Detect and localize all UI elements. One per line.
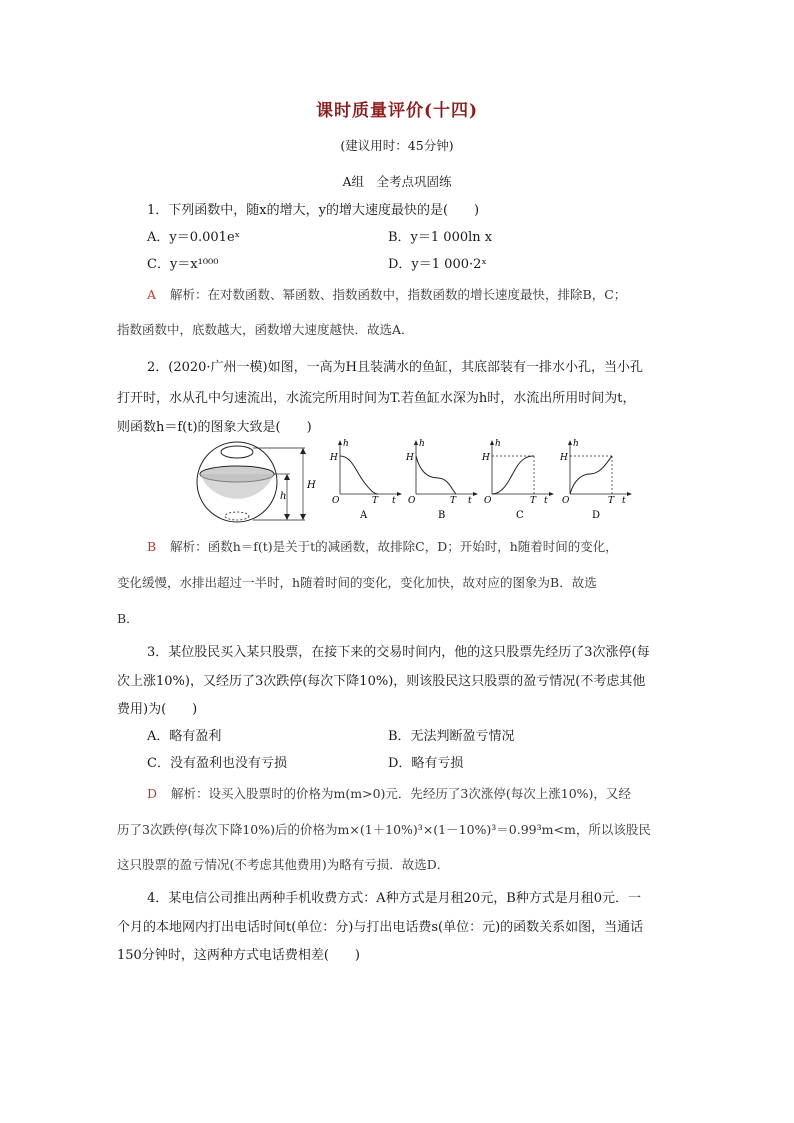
q3-option-b: B．无法判断盈亏情况 (388, 729, 515, 744)
q1-answer: A (147, 287, 157, 302)
graph-d (556, 438, 636, 522)
q2-answer: B (147, 539, 157, 554)
graph-a-T-label: T (372, 496, 379, 506)
graph-c-H-label: H (482, 453, 490, 463)
graph-c-T-label: T (530, 496, 537, 506)
q4-stem-line3: 150分钟时，这两种方式电话费相差( ) (117, 948, 360, 963)
graph-c (478, 438, 558, 522)
graph-a (326, 438, 406, 522)
q3-stem-line1: 3．某位股民买入某只股票，在接下来的交易时间内，他的这只股票先经历了3次涨停(每 (147, 645, 650, 660)
q1-option-a: A．y＝0.001eˣ (147, 230, 241, 245)
graph-c-caption: C (516, 510, 524, 521)
graph-b-caption: B (438, 510, 446, 521)
q4-stem-line1: 4．某电信公司推出两种手机收费方式：A种方式是月租20元，B种方式是月租0元．一 (147, 891, 642, 906)
graph-c-t-label: t (544, 496, 548, 506)
graph-c-O-label: O (484, 496, 492, 506)
q2-expl-line3: B． (117, 611, 139, 626)
graph-c-h-label: h (495, 439, 501, 449)
q2-expl-line2: 变化缓慢，水排出超过一半时，h随着时间的变化，变化加快，故对应的图象为B．故选 (117, 575, 597, 590)
q1-option-c: C．y＝x¹⁰⁰⁰ (147, 257, 219, 272)
q2-stem-line2: 打开时，水从孔中匀速流出，水流完所用时间为T.若鱼缸水深为h时，水流出所用时间为t， (117, 391, 636, 406)
graph-a-h-label: h (343, 439, 349, 449)
q1-stem: 1．下列函数中，随x的增大，y的增大速度最快的是( ) (147, 203, 480, 218)
graph-d-caption: D (592, 510, 601, 521)
graph-d-O-label: O (562, 496, 570, 506)
q4-stem-line2: 个月的本地网内打出电话时间t(单位：分)与打出电话费s(单位：元)的函数关系如图，当通话 (117, 920, 644, 935)
page-title: 课时质量评价(十四) (315, 101, 479, 121)
q3-option-c: C．没有盈利也没有亏损 (147, 756, 287, 771)
q1-expl-line1: 在对数函数、幂函数、指数函数中，指数函数的增长速度最快，排除B，C； (207, 287, 627, 302)
graph-b-O-label: O (408, 496, 416, 506)
q3-expl-label: 解析： (171, 786, 209, 801)
fishbowl-figure (195, 436, 325, 526)
graph-b-T-label: T (450, 496, 457, 506)
q3-expl-line1: 设买入股票时的价格为m(m>0)元．先经历了3次涨停(每次上涨10%)，又经 (208, 786, 631, 801)
graph-d-t-label: t (622, 496, 626, 506)
figure-label-H: H (307, 480, 316, 491)
q1-option-b: B．y＝1 000ln x (388, 230, 493, 245)
q3-stem-line2: 次上涨10%)，又经历了3次跌停(每次下降10%)，则该股民这只股票的盈亏情况(不考虑其他 (117, 674, 646, 689)
q1-expl-label: 解析： (170, 287, 208, 302)
graph-a-O-label: O (332, 496, 340, 506)
graph-a-H-label: H (330, 453, 338, 463)
q3-answer: D (147, 786, 158, 801)
q3-option-d: D．略有亏损 (388, 756, 464, 771)
graph-b-t-label: t (468, 496, 472, 506)
q1-expl-line2: 指数函数中，底数越大，函数增大速度越快．故选A． (117, 322, 414, 337)
time-note: (建议用时：45分钟) (340, 138, 454, 153)
graph-b-H-label: H (406, 453, 414, 463)
graph-a-t-label: t (392, 496, 396, 506)
graph-a-caption: A (360, 510, 368, 521)
q2-stem-line1: 2．(2020·广州一模)如图，一高为H且装满水的鱼缸，其底部装有一排水小孔，当小孔 (147, 360, 643, 375)
graph-b (402, 438, 482, 522)
q3-option-a: A．略有盈利 (147, 729, 222, 744)
q2-expl-line1: 函数h＝f(t)是关于t的减函数，故排除C，D；开始时，h随着时间的变化， (207, 539, 618, 554)
graph-d-T-label: T (608, 496, 615, 506)
figure-label-h: h (280, 491, 287, 502)
q2-expl-label: 解析： (170, 539, 208, 554)
graph-d-h-label: h (573, 439, 579, 449)
graph-b-h-label: h (419, 439, 425, 449)
group-heading: A组 全考点巩固练 (342, 174, 452, 189)
q3-stem-line3: 费用)为( ) (117, 702, 198, 717)
q3-expl-line3: 这只股票的盈亏情况(不考虑其他费用)为略有亏损．故选D． (117, 857, 450, 872)
q1-option-d: D．y＝1 000·2ˣ (388, 257, 487, 272)
q2-stem-line3: 则函数h＝f(t)的图象大致是( ) (117, 420, 312, 435)
q3-expl-line2: 历了3次跌停(每次下降10%)后的价格为m×(1＋10%)³×(1－10%)³＝0.99³m<m，所以该股民 (117, 822, 651, 837)
graph-d-H-label: H (560, 453, 568, 463)
